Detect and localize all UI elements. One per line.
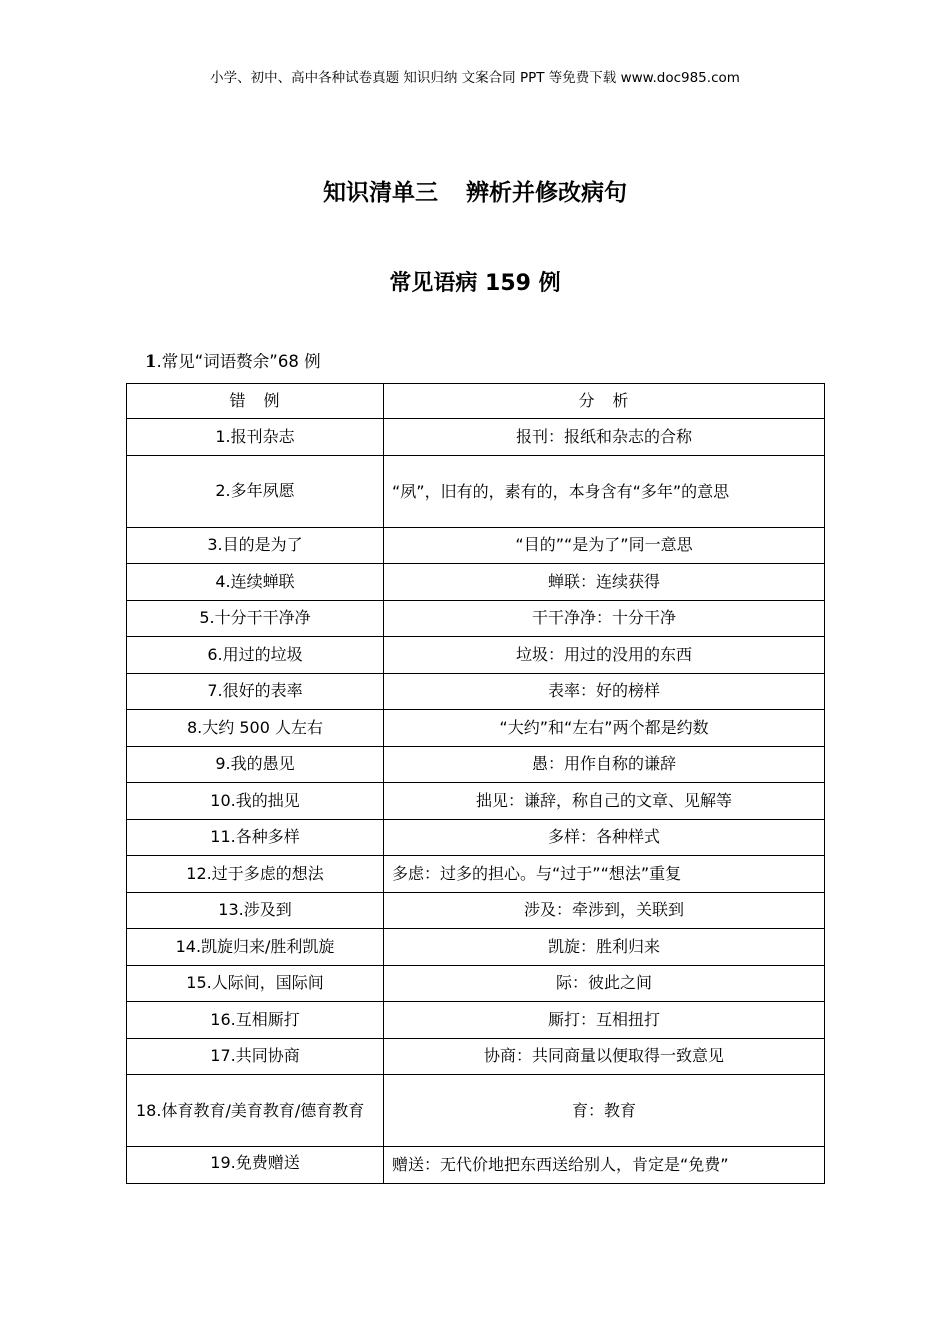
table-row: [127, 710, 825, 747]
analysis-cell: “大约”和“左右”两个都是约数: [384, 710, 825, 747]
table-row: [127, 1147, 825, 1184]
example-cell: 15.人际间，国际间: [127, 965, 384, 1002]
analysis-cell: “夙”，旧有的，素有的，本身含有“多年”的意思: [384, 455, 825, 527]
analysis-cell: 多虑：过多的担心。与“过于”“想法”重复: [384, 856, 825, 893]
table-row: [127, 564, 825, 601]
analysis-cell: 多样：各种样式: [384, 819, 825, 856]
section-heading: [145, 348, 321, 372]
example-cell: 12.过于多虑的想法: [127, 856, 384, 893]
section-number: 1: [145, 352, 157, 371]
table-row: [127, 673, 825, 710]
header-banner: 小学、初中、高中各种试卷真题 知识归纳 文案合同 PPT 等免费下载 www.doc985.com: [210, 70, 740, 86]
table-row: [127, 1002, 825, 1039]
example-cell: 19.免费赠送: [127, 1147, 384, 1184]
title-part-1: 知识清单三: [323, 180, 438, 206]
table-row: [127, 419, 825, 456]
example-cell: 18.体育教育/美育教育/德育教育: [127, 1075, 384, 1147]
example-cell: 11.各种多样: [127, 819, 384, 856]
example-cell: 13.涉及到: [127, 892, 384, 929]
header-analysis: 分 析: [384, 384, 825, 419]
table-row: [127, 637, 825, 674]
example-cell: 5.十分干干净净: [127, 600, 384, 637]
page-subtitle: 常见语病 159 例: [389, 271, 561, 296]
analysis-cell: 育：教育: [384, 1075, 825, 1147]
table-row: [127, 965, 825, 1002]
analysis-cell: 际：彼此之间: [384, 965, 825, 1002]
example-cell: 7.很好的表率: [127, 673, 384, 710]
analysis-cell: 干干净净：十分干净: [384, 600, 825, 637]
example-cell: 1.报刊杂志: [127, 419, 384, 456]
header-example: 错 例: [127, 384, 384, 419]
table-row: [127, 1075, 825, 1147]
example-cell: 16.互相厮打: [127, 1002, 384, 1039]
analysis-cell: 厮打：互相扭打: [384, 1002, 825, 1039]
analysis-cell: 涉及：牵涉到，关联到: [384, 892, 825, 929]
example-cell: 9.我的愚见: [127, 746, 384, 783]
error-examples-table: [126, 383, 825, 1184]
example-cell: 6.用过的垃圾: [127, 637, 384, 674]
analysis-cell: 垃圾：用过的没用的东西: [384, 637, 825, 674]
title-part-2: 辨析并修改病句: [466, 180, 627, 206]
example-cell: 2.多年夙愿: [127, 455, 384, 527]
table-row: [127, 746, 825, 783]
table-row: [127, 600, 825, 637]
analysis-cell: 协商：共同商量以便取得一致意见: [384, 1038, 825, 1075]
example-cell: 3.目的是为了: [127, 527, 384, 564]
table-row: [127, 892, 825, 929]
table-row: [127, 1038, 825, 1075]
example-cell: 8.大约 500 人左右: [127, 710, 384, 747]
analysis-cell: 凯旋：胜利归来: [384, 929, 825, 966]
analysis-cell: 蝉联：连续获得: [384, 564, 825, 601]
table-row: [127, 856, 825, 893]
example-cell: 17.共同协商: [127, 1038, 384, 1075]
table-row: [127, 527, 825, 564]
table-header-row: [127, 384, 825, 419]
analysis-cell: 报刊：报纸和杂志的合称: [384, 419, 825, 456]
example-cell: 4.连续蝉联: [127, 564, 384, 601]
example-cell: 14.凯旋归来/胜利凯旋: [127, 929, 384, 966]
example-cell: 10.我的拙见: [127, 783, 384, 820]
table-row: [127, 929, 825, 966]
table-row: [127, 819, 825, 856]
table-row: [127, 783, 825, 820]
analysis-cell: 愚：用作自称的谦辞: [384, 746, 825, 783]
table-row: [127, 455, 825, 527]
analysis-cell: 拙见：谦辞，称自己的文章、见解等: [384, 783, 825, 820]
analysis-cell: 赠送：无代价地把东西送给别人，肯定是“免费”: [384, 1147, 825, 1184]
analysis-cell: “目的”“是为了”同一意思: [384, 527, 825, 564]
analysis-cell: 表率：好的榜样: [384, 673, 825, 710]
section-text: .常见“词语赘余”68 例: [156, 352, 321, 371]
page-title: [0, 174, 950, 207]
